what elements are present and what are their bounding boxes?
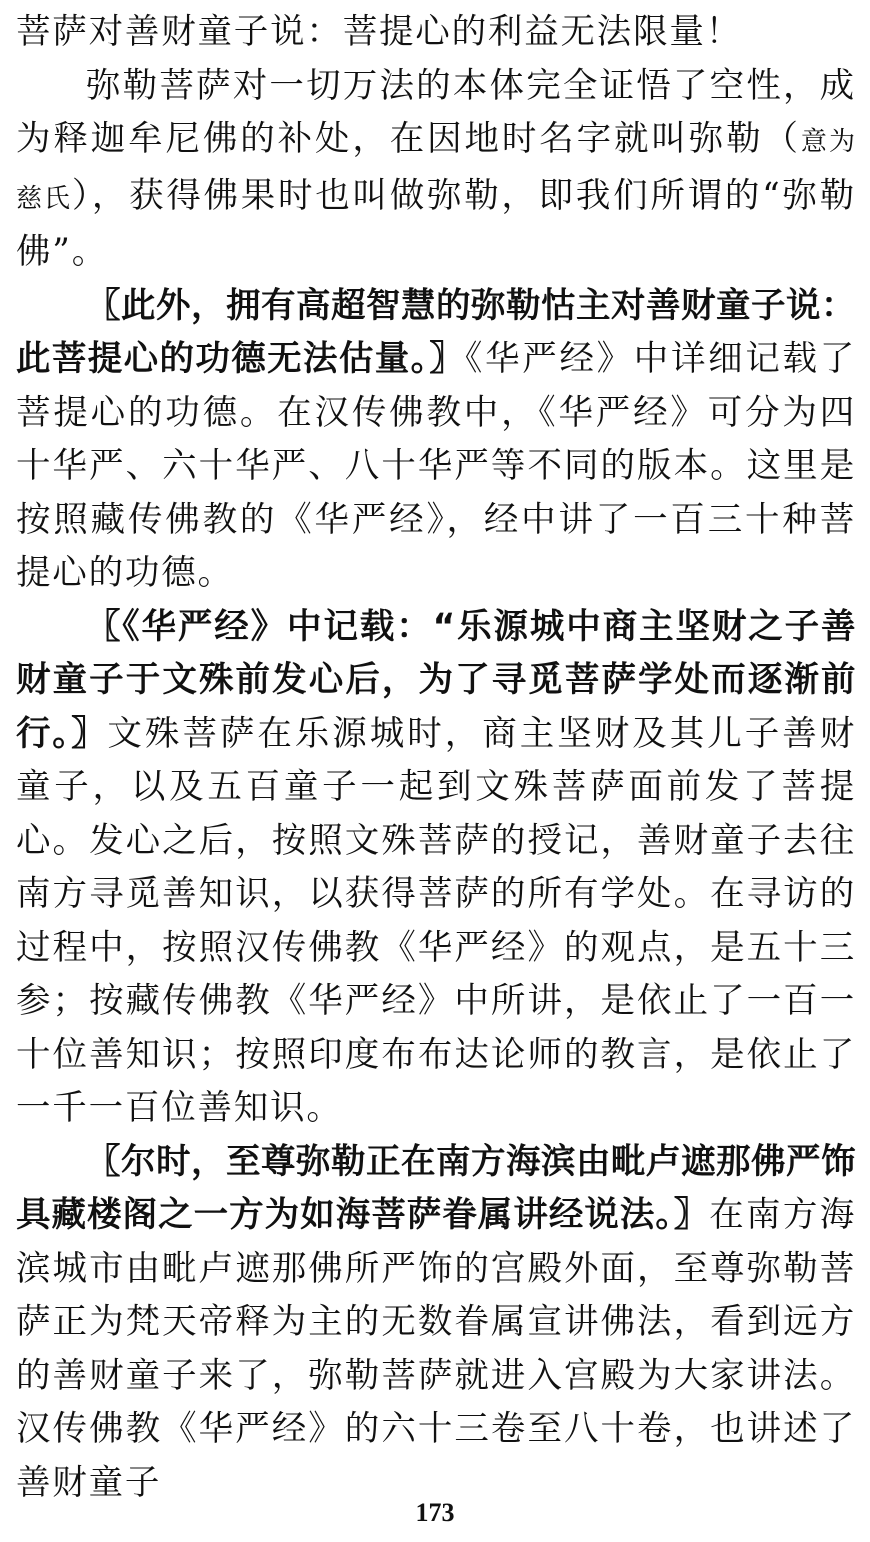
commentary-text: ），获得佛果时也叫做弥勒，即我们所谓的“弥勒佛”。 [16, 175, 856, 272]
commentary-text: 文殊菩萨在乐源城时，商主坚财及其儿子善财童子，以及五百童子一起到文殊菩萨面前发了菩提心。发心之后，按照文殊菩萨的授记，善财童子去往南方寻觅善知识，以获得菩萨的所有学处。在寻访的过程中，按照汉传佛教《华严经》的观点，是五十三参；按藏传佛教《华严经》中所讲，是依止了一百一十位善知识；按照印度布布达论师的教言，是依止了一千一百位善知识。 [16, 713, 857, 1128]
paragraph [16, 601, 856, 1136]
paragraph [16, 1136, 856, 1511]
paragraph [16, 280, 856, 601]
page-number: 173 [415, 1498, 455, 1527]
commentary-text: 弥勒菩萨对一切万法的本体完全证悟了空性，成为释迦牟尼佛的补处，在因地时名字就叫弥勒（ [16, 65, 856, 159]
commentary-text: 菩萨对善财童子说：菩提心的利益无法限量！ [16, 12, 742, 52]
root-text-quote: 〖此外，拥有高超智慧的弥勒怙主对善财童子说：此菩提心的功德无法估量。〗 [16, 285, 856, 379]
root-text-quote: 〖尔时，至尊弥勒正在南方海滨由毗卢遮那佛严饰具藏楼阁之一方为如海菩萨眷属讲经说法。〗 [16, 1141, 856, 1235]
paragraph [16, 6, 856, 60]
commentary-text: 《华严经》中详细记载了菩提心的功德。在汉传佛教中，《华严经》可分为四十华严、六十华严、八十华严等不同的版本。这里是按照藏传佛教的《华严经》，经中讲了一百三十种菩提心的功德。 [16, 339, 856, 593]
root-text-quote: 〖《华严经》中记载：“乐源城中商主坚财之子善财童子于文殊前发心后，为了寻觅菩萨学处而逐渐前行。〗 [16, 606, 856, 754]
body-text [16, 6, 856, 1510]
commentary-text: 在南方海滨城市由毗卢遮那佛所严饰的宫殿外面，至尊弥勒菩萨正为梵天帝释为主的无数眷属宣讲佛法，看到远方的善财童子来了，弥勒菩萨就进入宫殿为大家讲法。汉传佛教《华严经》的六十三卷至八十卷，也讲述了善财童子 [16, 1195, 857, 1503]
annotation-text: 意为慈氏 [16, 127, 856, 214]
paragraph [16, 60, 856, 280]
